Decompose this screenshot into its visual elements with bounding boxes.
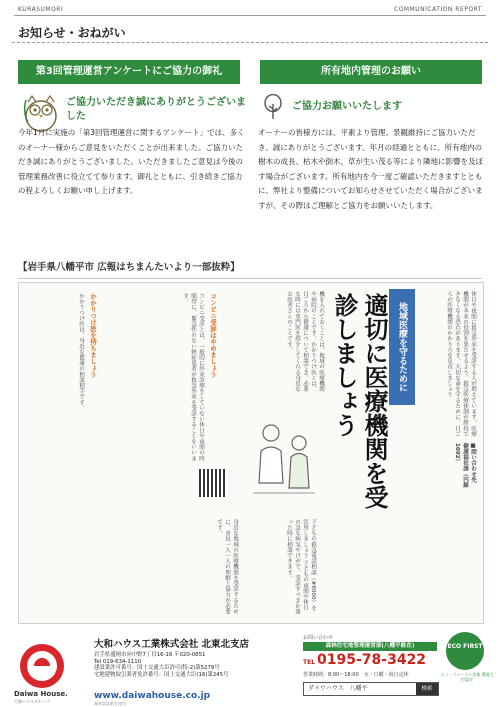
contact-office: 森林住宅地管理運営部(八幡平駐在) — [303, 642, 437, 651]
doctor-illustration — [249, 403, 319, 513]
address-line: 岩手県盛岡市向中野7丁目16-16 〒020-0851 — [94, 652, 206, 658]
article-column-a: 機を入れておくことは、地域の医療機関や病院のことです。かかりつけ医とは、日ごろから健康について相談でき、必要な時には専門医を紹介してくれる身近なお医者さんのことです。 — [286, 291, 324, 392]
company-name: 大和ハウス工業株式会社 北東北支店 — [94, 639, 250, 650]
company-address — [94, 652, 294, 678]
tree-icon — [262, 94, 284, 120]
license-line: 宅地建物取引業者免許番号：国土交通大臣(16)第245号 — [94, 671, 229, 678]
section-title: お知らせ・おねがい — [18, 26, 126, 40]
article-kicker: 地域医療を守るために — [389, 289, 415, 405]
business-hours: 営業時間：8:00〜18:00 水・日曜・祝日定休 — [303, 672, 409, 678]
logo-group-label: 大和ハウスグループ — [14, 699, 50, 704]
article-intro: 休日や夜間に救急外来を受診する人が増えています。医療機関が本来の役割を果たせるよう、救急医療体制が維持できなくなる恐れがあります。大切な命を守るために、日ごろの医療機関のかかり方を見直しましょう — [446, 291, 476, 437]
land-care-body: オーナーの皆様方には、平素より管理、景観維持にご協力いただき、誠にありがとうございます。年月の経過とともに、所有地内の樹木の成長、枯木や倒木、草が生い茂る等により隣地に影響を及ぼす場合がございます。所有地内を今一度ご確認いただきますとともに、弊社より整備についてお知らせさせていただく場合がございますが、その際はご理解とご協力をお願いいたします。 — [258, 128, 483, 210]
survey-subtitle: ご協力いただき誠にありがとうございました — [66, 97, 246, 122]
article-column-e: かかりつけ医は、身近な健康の相談相手です。 — [78, 293, 84, 411]
article-column-b: 子どもの救急電話相談（#8000）を活用しましょう 子どもの夜間や休日の急な病気やけがで、受診すべきか迷った時に相談できます。 — [286, 519, 316, 615]
search-query: ダイワハウス 八幡平 — [308, 685, 368, 692]
land-care-subtitle: ご協力お願いいたします — [292, 101, 402, 112]
land-care-banner: 所有地内管理のお願い — [260, 60, 482, 84]
logo-wordmark: Daiwa House. — [14, 690, 68, 698]
paper-note: 森林認証紙を使用 — [94, 701, 126, 706]
article-column-d: コンビニ受診とは、一般的に外来診療をしていない休日や夜間の時間帯に、緊急性のない軽症患者が救急外来を受診することをいいます。 — [182, 293, 204, 461]
brand-label: KURASUMORI — [18, 6, 64, 13]
contact-label: お問い合わせ — [303, 635, 334, 641]
phone-line: Tel 019-634-1110 — [94, 658, 142, 665]
license-line: 建設業許可番号：国土交通大臣許可(特-2)第5279号 — [94, 665, 220, 672]
article-column-c: 身近な地域の医療機関を受診するために、市民一人一人の理解と協力が必要です。 — [216, 519, 238, 615]
article-title: 【岩手県八幡平市 広報はちまんたいより一部抜粋】 — [18, 258, 482, 279]
article-contact: ■問い合わせ先 健康福祉課（内線1092） — [454, 443, 476, 489]
page-header — [0, 0, 500, 16]
header-rule — [14, 15, 486, 16]
contact-phone[interactable] — [303, 652, 426, 668]
search-button[interactable]: 検索 — [416, 683, 438, 695]
article-heading-convenience: コンビニ受診はやめましょう — [209, 293, 217, 378]
website-link[interactable]: www.daiwahouse.co.jp — [94, 691, 211, 701]
eco-first-caption: エコ・ファースト企業 環境大臣認定 — [440, 672, 494, 682]
tel-label: TEL — [303, 659, 316, 666]
qr-code — [199, 469, 227, 497]
category-label: COMMUNICATION REPORT — [394, 6, 482, 13]
search-box[interactable] — [303, 682, 439, 696]
contact-box — [303, 634, 439, 702]
phone-number: 0195-78-3422 — [317, 652, 427, 668]
survey-body: 今年1月に実施の「第3回管理運営に関するアンケート」では、多くのオーナー様からご意見をいただくことが出来ました。ご協力いただき誠にありがとうございました。いただきましたご意見は今後の管理業務改善に役立てて参ります。御礼とともに、引き続きご協力の程よろしくお願い申し上げます。 — [18, 128, 245, 195]
section-divider — [12, 42, 488, 43]
article-heading-family-doctor: かかりつけ医を持ちましょう — [89, 293, 97, 378]
article-headline: 適切に医療機関を受診しましょう — [330, 293, 388, 509]
article-clipping — [18, 282, 484, 624]
survey-banner: 第3回管理運営アンケートにご協力の御礼 — [18, 60, 240, 84]
eco-first-badge: ECO FIRST — [446, 632, 484, 670]
